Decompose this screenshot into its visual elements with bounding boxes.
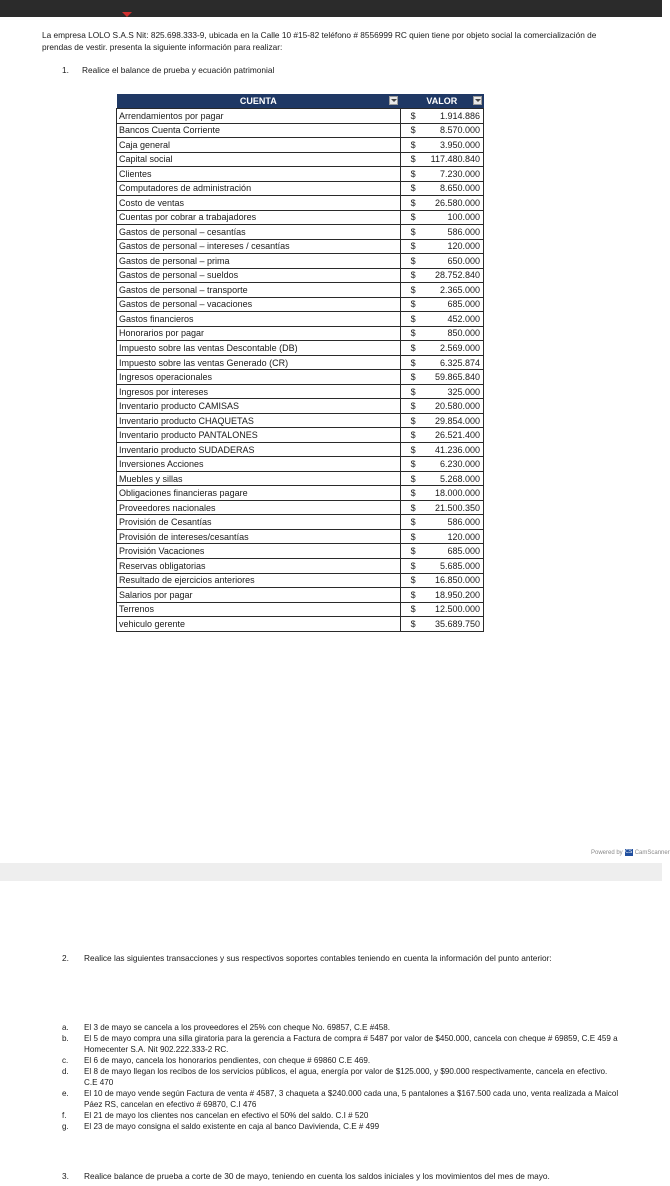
table-row bbox=[117, 239, 484, 254]
account-cell: Reservas obligatorias bbox=[117, 558, 401, 573]
value-cell: 28.752.840 bbox=[421, 268, 484, 283]
currency-cell: $ bbox=[400, 558, 421, 573]
table-row bbox=[117, 254, 484, 269]
currency-cell: $ bbox=[400, 283, 421, 298]
currency-cell: $ bbox=[400, 515, 421, 530]
question-1-number: 1. bbox=[62, 65, 69, 75]
currency-cell: $ bbox=[400, 442, 421, 457]
currency-cell: $ bbox=[400, 428, 421, 443]
account-cell: Proveedores nacionales bbox=[117, 500, 401, 515]
account-cell: Caja general bbox=[117, 138, 401, 153]
account-cell: Resultado de ejercicios anteriores bbox=[117, 573, 401, 588]
question-3 bbox=[62, 1171, 550, 1181]
table-row bbox=[117, 167, 484, 182]
account-cell: Ingresos por intereses bbox=[117, 384, 401, 399]
transaction-item bbox=[62, 1055, 622, 1066]
account-cell: Muebles y sillas bbox=[117, 471, 401, 486]
account-cell: Terrenos bbox=[117, 602, 401, 617]
account-cell: Inventario producto CAMISAS bbox=[117, 399, 401, 414]
table-row bbox=[117, 500, 484, 515]
value-cell: 1.914.886 bbox=[421, 109, 484, 124]
account-cell: Capital social bbox=[117, 152, 401, 167]
value-cell: 685.000 bbox=[421, 544, 484, 559]
currency-cell: $ bbox=[400, 355, 421, 370]
value-cell: 5.268.000 bbox=[421, 471, 484, 486]
currency-cell: $ bbox=[400, 109, 421, 124]
table-row bbox=[117, 355, 484, 370]
account-cell: Clientes bbox=[117, 167, 401, 182]
account-cell: Bancos Cuenta Corriente bbox=[117, 123, 401, 138]
account-cell: Gastos de personal – transporte bbox=[117, 283, 401, 298]
account-cell: Gastos de personal – prima bbox=[117, 254, 401, 269]
table-row bbox=[117, 515, 484, 530]
table-row bbox=[117, 283, 484, 298]
header-account-label: CUENTA bbox=[239, 96, 277, 106]
value-cell: 26.521.400 bbox=[421, 428, 484, 443]
table-row bbox=[117, 544, 484, 559]
transaction-text: El 8 de mayo llegan los recibos de los servicios públicos, el agua, energía por valor de $125.000, y $90.000 respectivamente, cancela en efectivo. C.E 470 bbox=[84, 1067, 608, 1087]
currency-cell: $ bbox=[400, 123, 421, 138]
currency-cell: $ bbox=[400, 588, 421, 603]
table-row bbox=[117, 588, 484, 603]
account-cell: Gastos financieros bbox=[117, 312, 401, 327]
value-cell: 586.000 bbox=[421, 515, 484, 530]
table-row bbox=[117, 617, 484, 632]
top-bar bbox=[0, 0, 662, 17]
page-separator bbox=[0, 863, 662, 881]
account-cell: Provisión Vacaciones bbox=[117, 544, 401, 559]
account-cell: Ingresos operacionales bbox=[117, 370, 401, 385]
transaction-letter: e. bbox=[62, 1089, 69, 1098]
table-row bbox=[117, 225, 484, 240]
currency-cell: $ bbox=[400, 399, 421, 414]
transaction-text: El 6 de mayo, cancela los honorarios pendientes, con cheque # 69860 C.E 469. bbox=[84, 1056, 371, 1065]
question-1-text: Realice el balance de prueba y ecuación patrimonial bbox=[82, 65, 275, 75]
account-cell: Salarios por pagar bbox=[117, 588, 401, 603]
currency-cell: $ bbox=[400, 138, 421, 153]
value-cell: 35.689.750 bbox=[421, 617, 484, 632]
value-cell: 586.000 bbox=[421, 225, 484, 240]
table-row bbox=[117, 413, 484, 428]
account-cell: Cuentas por cobrar a trabajadores bbox=[117, 210, 401, 225]
transaction-item bbox=[62, 1022, 622, 1033]
value-cell: 6.230.000 bbox=[421, 457, 484, 472]
value-cell: 8.650.000 bbox=[421, 181, 484, 196]
account-cell: Gastos de personal – intereses / cesantías bbox=[117, 239, 401, 254]
transaction-item bbox=[62, 1088, 622, 1110]
value-cell: 41.236.000 bbox=[421, 442, 484, 457]
value-cell: 685.000 bbox=[421, 297, 484, 312]
value-cell: 5.685.000 bbox=[421, 558, 484, 573]
account-cell: Computadores de administración bbox=[117, 181, 401, 196]
value-cell: 3.950.000 bbox=[421, 138, 484, 153]
value-cell: 6.325.874 bbox=[421, 355, 484, 370]
filter-dropdown-icon[interactable] bbox=[389, 96, 398, 105]
currency-cell: $ bbox=[400, 602, 421, 617]
table-row bbox=[117, 399, 484, 414]
value-cell: 21.500.350 bbox=[421, 500, 484, 515]
transaction-letter: f. bbox=[62, 1111, 67, 1120]
account-cell: Inventario producto PANTALONES bbox=[117, 428, 401, 443]
table-row bbox=[117, 312, 484, 327]
transaction-text: El 3 de mayo se cancela a los proveedores el 25% con cheque No. 69857, C.E #458. bbox=[84, 1023, 390, 1032]
currency-cell: $ bbox=[400, 167, 421, 182]
currency-cell: $ bbox=[400, 471, 421, 486]
currency-cell: $ bbox=[400, 181, 421, 196]
header-value[interactable] bbox=[400, 94, 483, 109]
table-row bbox=[117, 471, 484, 486]
currency-cell: $ bbox=[400, 500, 421, 515]
header-value-label: VALOR bbox=[426, 96, 458, 106]
account-cell: Honorarios por pagar bbox=[117, 326, 401, 341]
table-row bbox=[117, 152, 484, 167]
currency-cell: $ bbox=[400, 239, 421, 254]
intro-paragraph: La empresa LOLO S.A.S Nit: 825.698.333-9, ubicada en la Calle 10 #15-82 teléfono # 8556999 RC quien tiene por objeto social la comercialización de prendas de vestir. presenta la siguiente información para realizar: bbox=[42, 30, 597, 52]
value-cell: 850.000 bbox=[421, 326, 484, 341]
currency-cell: $ bbox=[400, 210, 421, 225]
table-row bbox=[117, 457, 484, 472]
account-cell: Provisión de Cesantías bbox=[117, 515, 401, 530]
transaction-letter: c. bbox=[62, 1056, 69, 1065]
value-cell: 7.230.000 bbox=[421, 167, 484, 182]
transaction-letter: d. bbox=[62, 1067, 69, 1076]
currency-cell: $ bbox=[400, 617, 421, 632]
table-row bbox=[117, 573, 484, 588]
camscanner-logo-icon: CS bbox=[625, 849, 633, 855]
question-1 bbox=[62, 65, 274, 75]
currency-cell: $ bbox=[400, 529, 421, 544]
currency-cell: $ bbox=[400, 486, 421, 501]
accounts-table bbox=[116, 94, 484, 632]
account-cell: Gastos de personal – sueldos bbox=[117, 268, 401, 283]
table-row bbox=[117, 138, 484, 153]
value-cell: 650.000 bbox=[421, 254, 484, 269]
question-3-number: 3. bbox=[62, 1171, 69, 1181]
powered-by-brand: CamScanner bbox=[634, 850, 670, 857]
table-row bbox=[117, 486, 484, 501]
table-row bbox=[117, 558, 484, 573]
table-row bbox=[117, 341, 484, 356]
currency-cell: $ bbox=[400, 225, 421, 240]
table-row bbox=[117, 326, 484, 341]
account-cell: Inventario producto CHAQUETAS bbox=[117, 413, 401, 428]
value-cell: 18.000.000 bbox=[421, 486, 484, 501]
transaction-item bbox=[62, 1110, 622, 1121]
value-cell: 452.000 bbox=[421, 312, 484, 327]
currency-cell: $ bbox=[400, 573, 421, 588]
value-cell: 2.569.000 bbox=[421, 341, 484, 356]
currency-cell: $ bbox=[400, 268, 421, 283]
currency-cell: $ bbox=[400, 413, 421, 428]
table-row bbox=[117, 442, 484, 457]
table-row bbox=[117, 181, 484, 196]
transactions-list bbox=[62, 1022, 622, 1132]
table-row bbox=[117, 384, 484, 399]
question-2 bbox=[62, 953, 552, 963]
currency-cell: $ bbox=[400, 152, 421, 167]
account-cell: Impuesto sobre las ventas Generado (CR) bbox=[117, 355, 401, 370]
transaction-text: El 23 de mayo consigna el saldo existente en caja al banco Davivienda, C.E # 499 bbox=[84, 1122, 380, 1131]
filter-dropdown-icon[interactable] bbox=[473, 96, 482, 105]
table-row bbox=[117, 370, 484, 385]
account-cell: vehiculo gerente bbox=[117, 617, 401, 632]
powered-by-prefix: Powered by bbox=[591, 850, 623, 857]
currency-cell: $ bbox=[400, 457, 421, 472]
account-cell: Arrendamientos por pagar bbox=[117, 109, 401, 124]
account-cell: Gastos de personal – cesantías bbox=[117, 225, 401, 240]
value-cell: 325.000 bbox=[421, 384, 484, 399]
currency-cell: $ bbox=[400, 370, 421, 385]
transaction-text: El 21 de mayo los clientes nos cancelan en efectivo el 50% del saldo. C.I # 520 bbox=[84, 1111, 369, 1120]
currency-cell: $ bbox=[400, 341, 421, 356]
value-cell: 120.000 bbox=[421, 529, 484, 544]
table-row bbox=[117, 529, 484, 544]
currency-cell: $ bbox=[400, 254, 421, 269]
currency-cell: $ bbox=[400, 326, 421, 341]
account-cell: Impuesto sobre las ventas Descontable (DB) bbox=[117, 341, 401, 356]
value-cell: 16.850.000 bbox=[421, 573, 484, 588]
transaction-letter: a. bbox=[62, 1023, 69, 1032]
value-cell: 12.500.000 bbox=[421, 602, 484, 617]
value-cell: 29.854.000 bbox=[421, 413, 484, 428]
value-cell: 100.000 bbox=[421, 210, 484, 225]
question-2-number: 2. bbox=[62, 953, 69, 963]
transaction-item bbox=[62, 1066, 622, 1088]
table-row bbox=[117, 268, 484, 283]
account-cell: Gastos de personal – vacaciones bbox=[117, 297, 401, 312]
value-cell: 26.580.000 bbox=[421, 196, 484, 211]
table-header-row bbox=[117, 94, 484, 109]
account-cell: Obligaciones financieras pagare bbox=[117, 486, 401, 501]
currency-cell: $ bbox=[400, 196, 421, 211]
transaction-text: El 5 de mayo compra una silla giratoria para la gerencia a Factura de compra # 5487 por valor de $450.000, cancela con cheque # 69859, C.E 459 a Homecenter S.A. Nit 902.222.333-2 RC. bbox=[84, 1034, 618, 1054]
table-row bbox=[117, 297, 484, 312]
currency-cell: $ bbox=[400, 297, 421, 312]
table-row bbox=[117, 109, 484, 124]
question-3-text: Realice balance de prueba a corte de 30 de mayo, teniendo en cuenta los saldos iniciales y los movimientos del mes de mayo. bbox=[84, 1171, 550, 1181]
table-row bbox=[117, 210, 484, 225]
header-account[interactable] bbox=[117, 94, 401, 109]
table-row bbox=[117, 123, 484, 138]
table-row bbox=[117, 196, 484, 211]
value-cell: 117.480.840 bbox=[421, 152, 484, 167]
transaction-item bbox=[62, 1121, 622, 1132]
account-cell: Costo de ventas bbox=[117, 196, 401, 211]
value-cell: 8.570.000 bbox=[421, 123, 484, 138]
account-cell: Inventario producto SUDADERAS bbox=[117, 442, 401, 457]
account-cell: Provisión de intereses/cesantías bbox=[117, 529, 401, 544]
currency-cell: $ bbox=[400, 384, 421, 399]
top-marker-icon bbox=[122, 12, 132, 17]
table-row bbox=[117, 428, 484, 443]
transaction-text: El 10 de mayo vende según Factura de venta # 4587, 3 chaqueta a $240.000 cada una, 5 pantalones a $167.500 cada uno, venta realizada a Maicol Páez RS, cancelan en efectivo # 69870, C.I 476 bbox=[84, 1089, 619, 1109]
value-cell: 120.000 bbox=[421, 239, 484, 254]
value-cell: 2.365.000 bbox=[421, 283, 484, 298]
question-2-text: Realice las siguientes transacciones y sus respectivos soportes contables teniendo en cuenta la información del punto anterior: bbox=[84, 953, 552, 963]
powered-by-watermark bbox=[591, 849, 670, 856]
transaction-item bbox=[62, 1033, 622, 1055]
table-row bbox=[117, 602, 484, 617]
account-cell: Inversiones Acciones bbox=[117, 457, 401, 472]
transaction-letter: g. bbox=[62, 1122, 69, 1131]
currency-cell: $ bbox=[400, 544, 421, 559]
currency-cell: $ bbox=[400, 312, 421, 327]
value-cell: 18.950.200 bbox=[421, 588, 484, 603]
value-cell: 20.580.000 bbox=[421, 399, 484, 414]
value-cell: 59.865.840 bbox=[421, 370, 484, 385]
transaction-letter: b. bbox=[62, 1034, 69, 1043]
